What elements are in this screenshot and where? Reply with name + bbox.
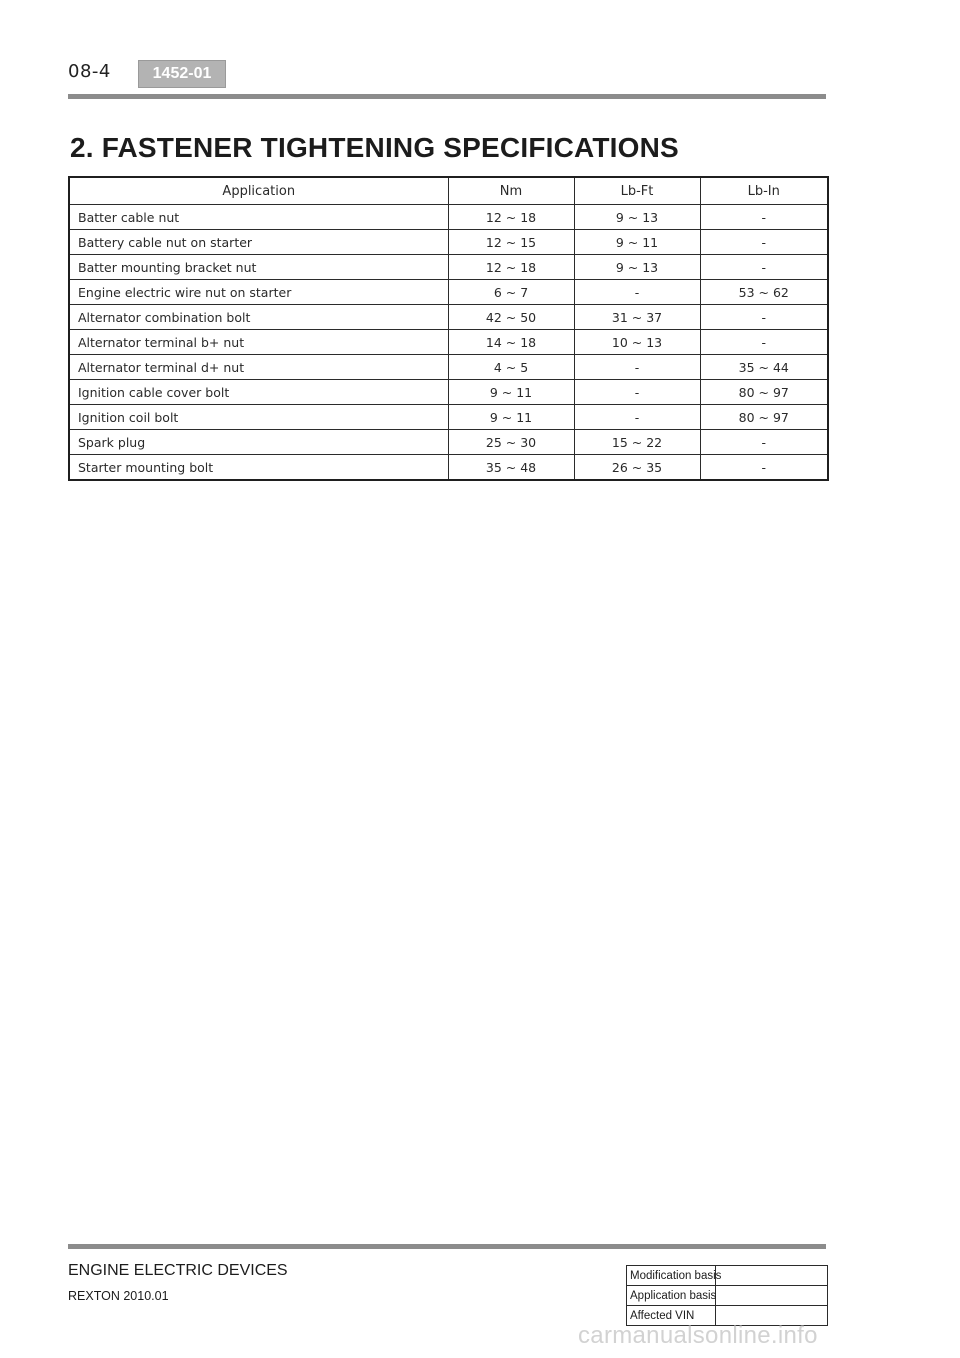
page-number: 08-4 (68, 61, 111, 82)
table-row (69, 305, 828, 330)
cell-lb-in: - (700, 230, 828, 255)
cell-nm: 9 ~ 11 (448, 380, 574, 405)
cell-lb-in: 80 ~ 97 (700, 405, 828, 430)
cell-application: Spark plug (69, 430, 448, 455)
footer-divider (68, 1244, 826, 1249)
basis-value (716, 1286, 828, 1306)
cell-application: Battery cable nut on starter (69, 230, 448, 255)
cell-lb-in: - (700, 455, 828, 481)
cell-nm: 12 ~ 18 (448, 205, 574, 230)
basis-row-application (627, 1286, 828, 1306)
cell-nm: 12 ~ 15 (448, 230, 574, 255)
table-row (69, 355, 828, 380)
table-row (69, 455, 828, 481)
table-header-row (69, 177, 828, 205)
basis-table (626, 1265, 828, 1326)
basis-label: Application basis (627, 1286, 716, 1306)
cell-nm: 25 ~ 30 (448, 430, 574, 455)
cell-nm: 14 ~ 18 (448, 330, 574, 355)
cell-lb-ft: 10 ~ 13 (574, 330, 700, 355)
cell-lb-in: - (700, 255, 828, 280)
column-header-application: Application (69, 177, 448, 205)
cell-application: Batter mounting bracket nut (69, 255, 448, 280)
cell-lb-ft: - (574, 355, 700, 380)
table-row (69, 380, 828, 405)
watermark: carmanualsonline.info (578, 1322, 818, 1349)
cell-lb-ft: - (574, 405, 700, 430)
cell-lb-in: 53 ~ 62 (700, 280, 828, 305)
cell-nm: 35 ~ 48 (448, 455, 574, 481)
cell-application: Engine electric wire nut on starter (69, 280, 448, 305)
basis-label: Affected VIN (627, 1306, 716, 1326)
column-header-lb-ft: Lb-Ft (574, 177, 700, 205)
cell-lb-ft: - (574, 380, 700, 405)
page-title: 2. FASTENER TIGHTENING SPECIFICATIONS (70, 132, 679, 163)
table-row (69, 330, 828, 355)
table-row (69, 205, 828, 230)
column-header-lb-in: Lb-In (700, 177, 828, 205)
cell-lb-in: 80 ~ 97 (700, 380, 828, 405)
cell-application: Alternator terminal b+ nut (69, 330, 448, 355)
cell-nm: 12 ~ 18 (448, 255, 574, 280)
cell-lb-ft: 15 ~ 22 (574, 430, 700, 455)
cell-lb-ft: 9 ~ 13 (574, 205, 700, 230)
section-code-badge: 1452-01 (138, 60, 226, 88)
table-row (69, 280, 828, 305)
cell-lb-in: - (700, 430, 828, 455)
cell-nm: 9 ~ 11 (448, 405, 574, 430)
cell-lb-ft: - (574, 280, 700, 305)
cell-nm: 6 ~ 7 (448, 280, 574, 305)
cell-lb-ft: 26 ~ 35 (574, 455, 700, 481)
table-row (69, 255, 828, 280)
cell-lb-in: - (700, 205, 828, 230)
basis-row-modification (627, 1266, 828, 1286)
cell-application: Ignition coil bolt (69, 405, 448, 430)
table-row (69, 430, 828, 455)
cell-lb-in: - (700, 330, 828, 355)
table-row (69, 230, 828, 255)
chapter-title: ENGINE ELECTRIC DEVICES (68, 1262, 288, 1279)
cell-application: Ignition cable cover bolt (69, 380, 448, 405)
basis-label: Modification basis (627, 1266, 716, 1286)
model-year: REXTON 2010.01 (68, 1289, 169, 1303)
column-header-nm: Nm (448, 177, 574, 205)
table-row (69, 405, 828, 430)
cell-lb-ft: 31 ~ 37 (574, 305, 700, 330)
torque-spec-table (68, 176, 829, 481)
basis-value (716, 1266, 828, 1286)
cell-lb-ft: 9 ~ 13 (574, 255, 700, 280)
cell-application: Alternator terminal d+ nut (69, 355, 448, 380)
cell-application: Batter cable nut (69, 205, 448, 230)
cell-application: Alternator combination bolt (69, 305, 448, 330)
cell-nm: 4 ~ 5 (448, 355, 574, 380)
cell-lb-ft: 9 ~ 11 (574, 230, 700, 255)
cell-lb-in: 35 ~ 44 (700, 355, 828, 380)
cell-application: Starter mounting bolt (69, 455, 448, 481)
cell-nm: 42 ~ 50 (448, 305, 574, 330)
cell-lb-in: - (700, 305, 828, 330)
header-divider (68, 94, 826, 99)
